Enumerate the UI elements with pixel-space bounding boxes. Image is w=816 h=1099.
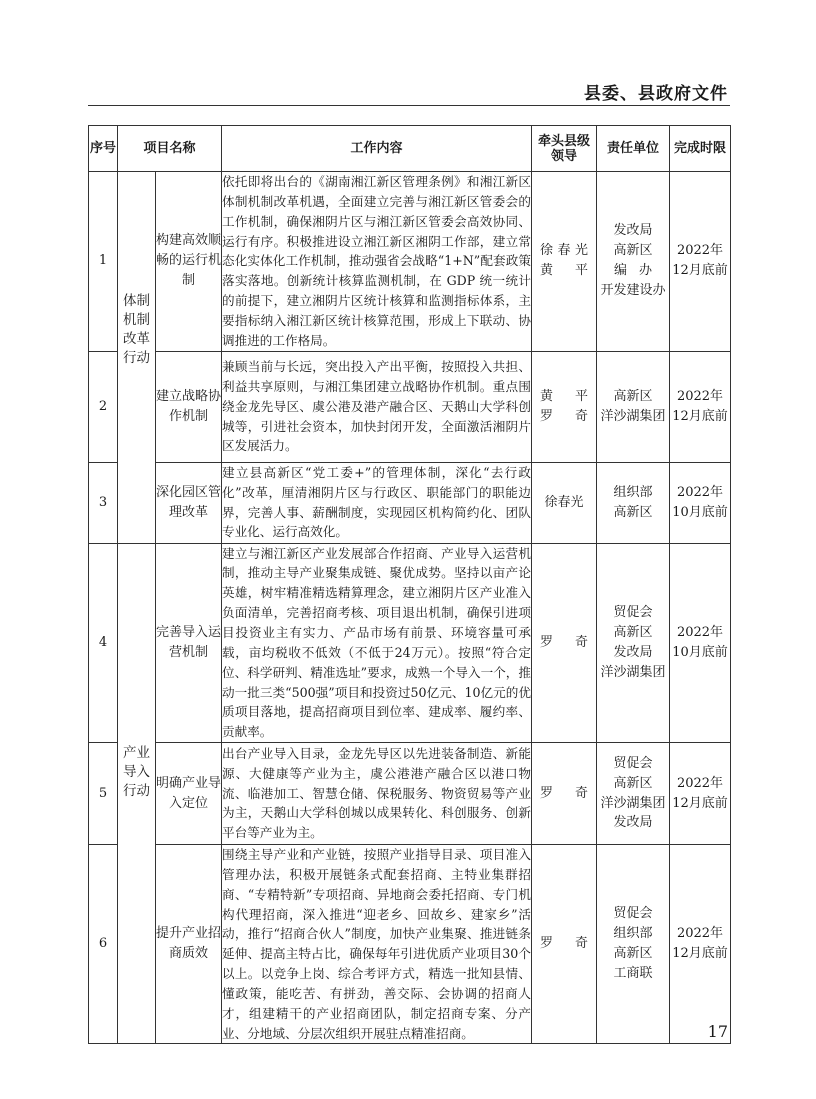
responsible-unit-cell <box>597 845 670 1044</box>
lead-leader-cell <box>532 172 597 352</box>
responsible-unit: 高新区 <box>613 624 653 640</box>
deadline: 2022年12月底前 <box>670 743 731 845</box>
row-seq: 4 <box>89 543 118 742</box>
lead-leader-cell <box>532 462 597 543</box>
project-name: 深化园区管理改革 <box>156 462 222 543</box>
col-header-lead-leader: 牵头县级领导 <box>532 126 597 172</box>
header-divider <box>88 105 730 106</box>
work-content: 出台产业导入目录，金龙先导区以先进装备制造、新能源、大健康等产业为主，虞公港港产融合区以港口物流、临港加工、智慧仓储、保税服务、物资贸易等产业为主，天鹅山大学科创城以成果转化、科创服务、创新平台等产业为主。 <box>222 743 532 845</box>
lead-leader-name: 徐春光 <box>540 243 589 259</box>
deadline: 2022年12月底前 <box>670 172 731 352</box>
lead-leader-cell <box>532 351 597 462</box>
lead-leader-name: 罗奇 <box>540 785 589 801</box>
col-header-project-name: 项目名称 <box>118 126 222 172</box>
table-row <box>89 743 731 845</box>
responsible-unit: 发改局 <box>613 644 653 660</box>
work-plan-table <box>88 125 731 1044</box>
lead-leader-name: 罗奇 <box>540 634 589 650</box>
col-header-content: 工作内容 <box>222 126 532 172</box>
work-content: 建立县高新区“党工委+”的管理体制，深化“去行政化”改革，厘清湘阴片区与行政区、职能部门的职能边界，完善人事、薪酬制度，实现园区机构简约化、团队专业化、运行高效化。 <box>222 462 532 543</box>
category-cell: 产业导入行动 <box>118 543 156 1044</box>
responsible-unit: 洋沙湖集团 <box>600 795 666 811</box>
col-header-seq: 序号 <box>89 126 118 172</box>
responsible-unit-cell <box>597 543 670 742</box>
row-seq: 5 <box>89 743 118 845</box>
category-cell: 体制机制改革行动 <box>118 172 156 544</box>
responsible-unit: 高新区 <box>613 946 653 962</box>
responsible-unit-cell <box>597 462 670 543</box>
table-header-row <box>89 126 731 172</box>
lead-leader-cell <box>532 543 597 742</box>
row-seq: 1 <box>89 172 118 352</box>
deadline: 2022年10月底前 <box>670 543 731 742</box>
responsible-unit: 编办 <box>614 263 665 279</box>
row-seq: 2 <box>89 351 118 462</box>
responsible-unit: 洋沙湖集团 <box>600 664 666 680</box>
responsible-unit: 发改局 <box>613 223 653 239</box>
work-content: 建立与湘江新区产业发展部合作招商、产业导入运营机制，推动主导产业聚集成链、聚优成势。坚持以亩产论英雄，树牢精准精选精算理念，建立湘阴片区产业准入负面清单，完善招商考核、项目退出机制，确保引进项目投资业主有实力、产品市场有前景、环境容量可承载，亩均税收不低效（不低于24万元）。按照“符合定位、科学研判、精准选址”要求，成熟一个导入一个，推动一批三类“500强”项目和投资过50亿元、10亿元的优质项目落地，提高招商项目到位率、建成率、履约率、贡献率。 <box>222 543 532 742</box>
deadline: 2022年12月底前 <box>670 845 731 1044</box>
lead-leader-name: 罗奇 <box>540 408 589 424</box>
responsible-unit-cell <box>597 743 670 845</box>
lead-leader-cell <box>532 845 597 1044</box>
responsible-unit: 高新区 <box>613 243 653 259</box>
responsible-unit: 贸促会 <box>613 906 653 922</box>
deadline: 2022年10月底前 <box>670 462 731 543</box>
project-name: 构建高效顺畅的运行机制 <box>156 172 222 352</box>
work-content: 围绕主导产业和产业链，按照产业指导目录、项目准入管理办法，积极开展链条式配套招商、主特业集群招商、“专精特新”专项招商、异地商会委托招商、专门机构代理招商，深入推进“迎老乡、回故乡、建家乡”活动，推行“招商合伙人”制度，加快产业集聚、推进链条延伸、提高主特占比，确保每年引进优质产业项目30个以上。以竞争上岗、综合考评方式，精选一批知县情、懂政策，能吃苦、有拼劲，善交际、会协调的招商人才，组建精干的产业招商团队，制定招商专案、分产业、分地域、分层次组织开展驻点精准招商。 <box>222 845 532 1044</box>
responsible-unit: 发改局 <box>613 815 653 831</box>
responsible-unit: 工商联 <box>613 966 653 982</box>
responsible-unit: 贸促会 <box>613 605 653 620</box>
lead-leader-name: 黄平 <box>540 388 589 404</box>
table-row <box>89 172 731 352</box>
table-row <box>89 351 731 462</box>
lead-leader-name: 徐春光 <box>544 494 584 510</box>
row-seq: 3 <box>89 462 118 543</box>
project-name: 建立战略协作机制 <box>156 351 222 462</box>
responsible-unit: 组织部 <box>613 484 653 500</box>
document-header-title: 县委、县政府文件 <box>584 84 728 104</box>
lead-leader-name: 罗奇 <box>540 936 589 952</box>
row-seq: 6 <box>89 845 118 1044</box>
responsible-unit: 高新区 <box>613 504 653 520</box>
responsible-unit-cell <box>597 351 670 462</box>
responsible-unit-cell <box>597 172 670 352</box>
page-number: 17 <box>707 1022 728 1041</box>
responsible-unit: 开发建设办 <box>600 283 666 299</box>
table-row <box>89 462 731 543</box>
responsible-unit: 高新区 <box>613 388 653 404</box>
responsible-unit: 洋沙湖集团 <box>600 408 666 424</box>
project-name: 完善导入运营机制 <box>156 543 222 742</box>
project-name: 明确产业导入定位 <box>156 743 222 845</box>
work-content: 兼顾当前与长远，突出投入产出平衡，按照投入共担、利益共享原则，与湘江集团建立战略协作机制。重点围绕金龙先导区、虞公港及港产融合区、天鹅山大学科创城等，引进社会资本，加快封闭开发，全面激活湘阴片区发展活力。 <box>222 351 532 462</box>
responsible-unit: 组织部 <box>613 926 653 942</box>
lead-leader-name: 黄平 <box>540 263 589 279</box>
table-row <box>89 543 731 742</box>
lead-leader-cell <box>532 743 597 845</box>
table-row <box>89 845 731 1044</box>
deadline: 2022年12月底前 <box>670 351 731 462</box>
project-name: 提升产业招商质效 <box>156 845 222 1044</box>
responsible-unit: 高新区 <box>613 775 653 791</box>
responsible-unit: 贸促会 <box>613 755 653 771</box>
col-header-deadline: 完成时限 <box>670 126 731 172</box>
work-content: 依托即将出台的《湖南湘江新区管理条例》和湘江新区体制机制改革机遇，全面建立完善与湘江新区管委会的工作机制，确保湘阴片区与湘江新区管委会高效协同、运行有序。积极推进设立湘江新区湘阴工作部，建立常态化实体化工作机制，推动强省会战略“1+N”配套政策落实落地。创新统计核算监测机制，在 GDP 统一统计的前提下，建立湘阴片区统计核算和监测指标体系，主要指标纳入湘江新区统计核算范围，形成上下联动、协调推进的工作格局。 <box>222 172 532 352</box>
col-header-responsible-unit: 责任单位 <box>597 126 670 172</box>
